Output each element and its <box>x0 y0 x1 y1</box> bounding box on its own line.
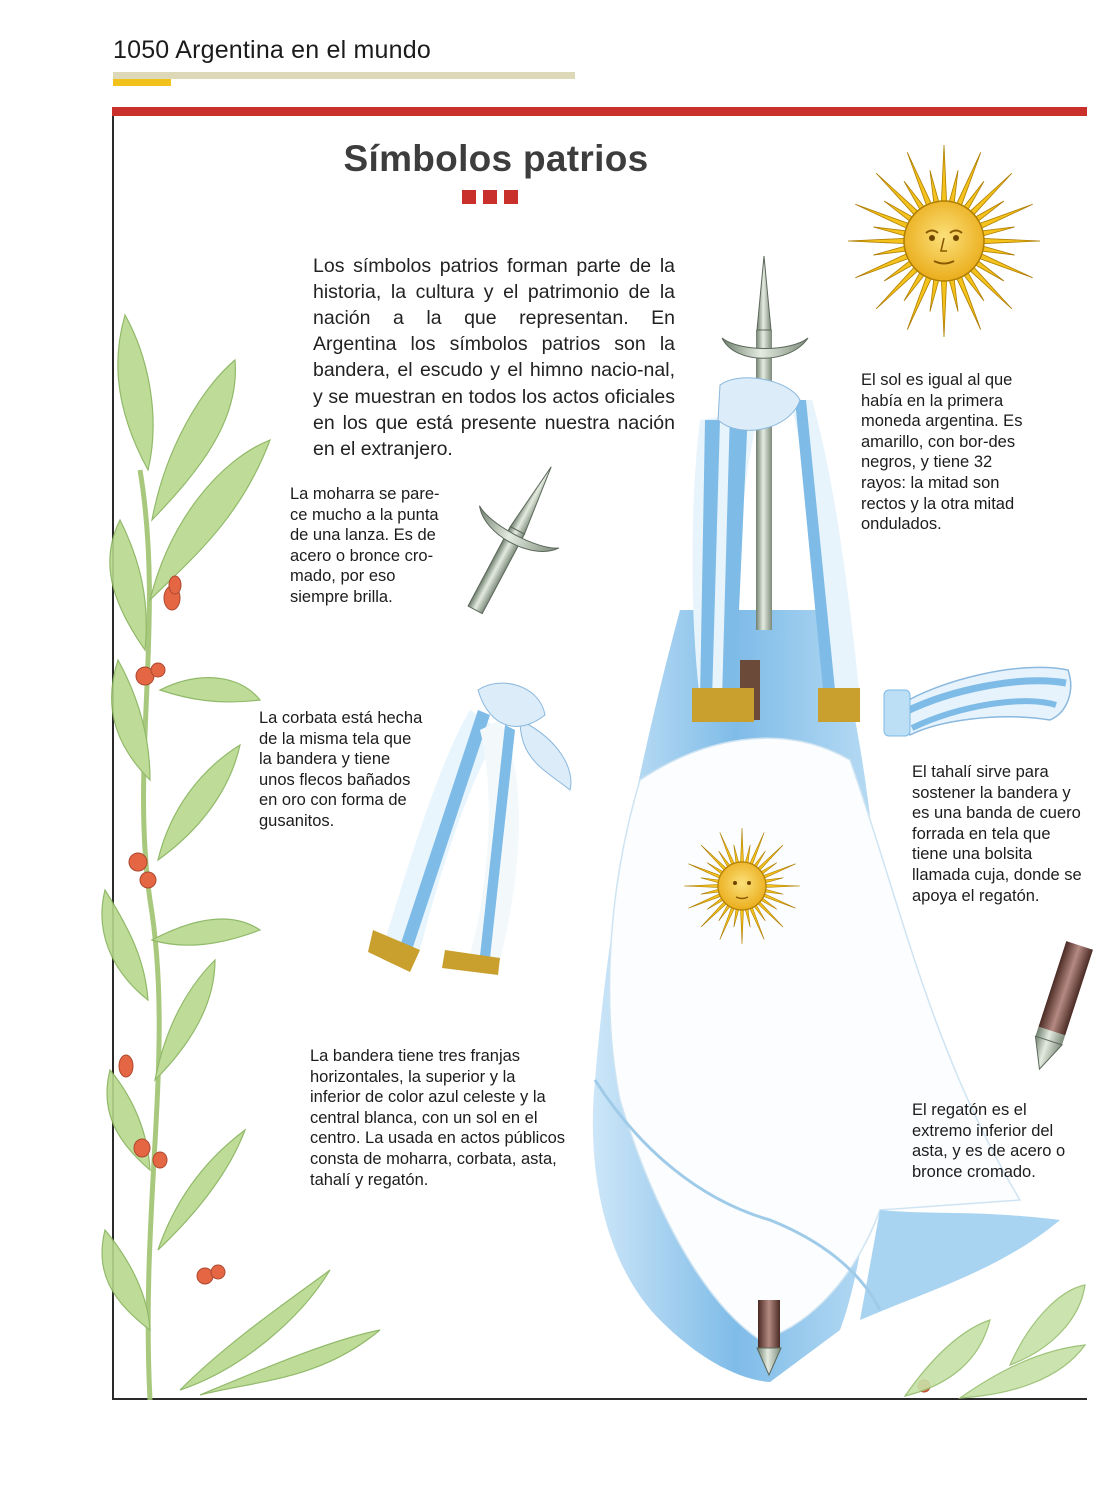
article-title: Símbolos patrios <box>343 138 649 179</box>
sun-ray <box>873 246 907 255</box>
caption-regaton: El regatón es el extremo inferior del asta, y es de acero o bronce cromado. <box>912 1101 1066 1181</box>
sun-ray <box>949 170 958 204</box>
sun-ray <box>873 227 907 236</box>
sun-ray <box>956 152 981 207</box>
sun-ray <box>981 246 1015 255</box>
sun-ray <box>848 238 906 243</box>
sun-ray <box>978 204 1033 229</box>
caption-moharra: La moharra se pare-ce mucho a la punta de una lanza. Es de acero o bronce cro-mado, por eso siempre brilla. <box>290 485 440 606</box>
moharra-spearhead <box>435 446 591 631</box>
laurel-leaves-right <box>905 1285 1085 1398</box>
regaton-ferrule <box>1026 941 1093 1073</box>
sun-ray <box>941 279 946 337</box>
caption-bandera: La bandera tiene tres franjas horizontales, la superior y la inferior de color azul celeste y la central blanca, con un sol en el centro. La usada en actos públicos consta de moharra, corbata, asta, tahalí y regatón. <box>310 1047 566 1189</box>
sun-ray <box>930 170 939 204</box>
sun-ray <box>855 253 910 278</box>
sun-ray <box>978 253 1033 278</box>
sun-ray <box>956 275 981 330</box>
caption-sol: El sol es igual al que había en la primera moneda argentina. Es amarillo, con bor-des negros, y tiene 32 rayos: la mitad son rectos y la otra mitad ondulados. <box>861 371 1023 534</box>
sun-ray <box>907 275 932 330</box>
sun-ray <box>907 152 932 207</box>
intro-paragraph: Los símbolos patrios forman parte de la historia, la cultura y el patrimonio de la nación a la que representan. En Argentina los símbolos patrios son la bandera, el escudo y el himno nacio-nal, y se muestran en todos los actos oficiales en los que está presente nuestra nación en el extranjero. <box>313 254 675 460</box>
caption-corbata: La corbata está hecha de la misma tela que la bandera y tiene unos flecos bañados en oro con forma de gusanitos. <box>259 709 423 830</box>
page-number: 1050 <box>113 36 170 64</box>
sun-ray <box>949 278 958 312</box>
title-ornament <box>462 190 525 209</box>
sun-icon <box>848 145 1040 337</box>
tahali-sash <box>884 667 1071 736</box>
argentine-flag <box>593 610 1060 1382</box>
sun-ray <box>941 145 946 203</box>
section-title: Argentina en el mundo <box>175 36 431 64</box>
sun-ray <box>930 278 939 312</box>
sun-ray <box>982 238 1040 243</box>
caption-tahali: El tahalí sirve para sostener la bandera y es una banda de cuero forrada en tela que tiene una bolsita llamada cuja, donde se apoya el regatón. <box>912 763 1082 905</box>
sun-ray <box>855 204 910 229</box>
sun-ray <box>981 227 1015 236</box>
flag-sun-icon <box>684 828 800 944</box>
